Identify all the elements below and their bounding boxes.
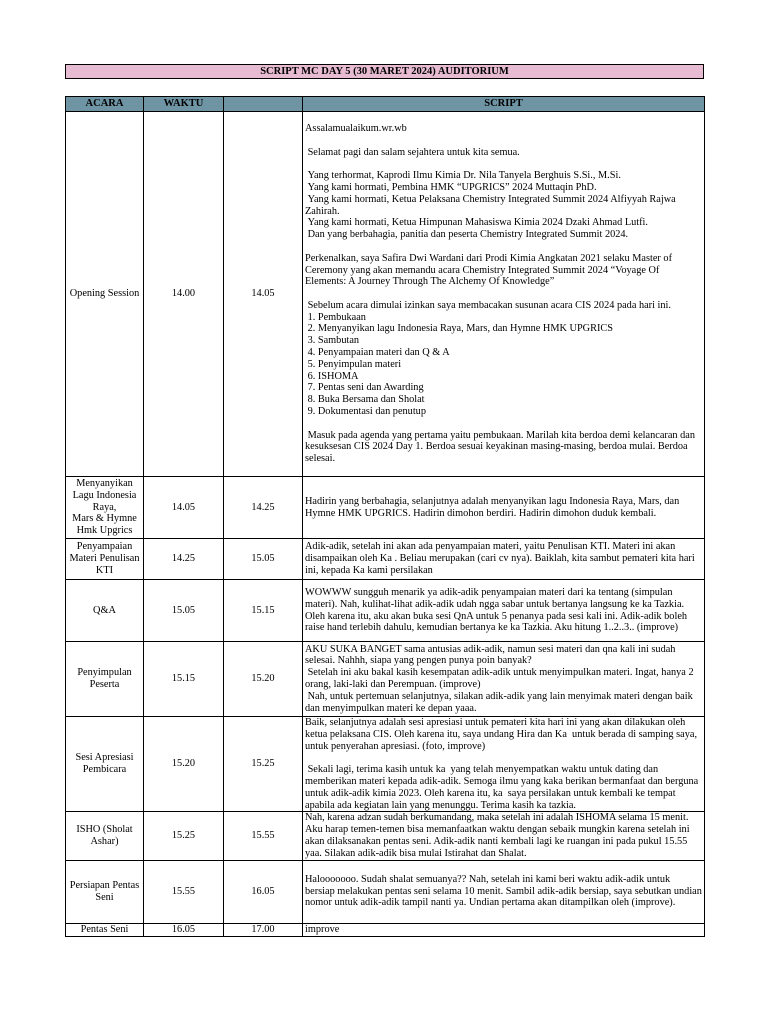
- waktu-start-cell: 14.25: [144, 539, 224, 580]
- waktu-start-cell: 15.55: [144, 860, 224, 923]
- paragraph-gap: [305, 418, 702, 430]
- table-row: [66, 580, 705, 642]
- script-paragraph: Assalamualaikum.wr.wb: [305, 122, 407, 134]
- header-waktu: WAKTU: [144, 97, 224, 112]
- acara-cell: Penyampaian Materi Penulisan KTI: [66, 539, 144, 580]
- script-cell: [303, 539, 705, 580]
- script-paragraph: Sebelum acara dimulai izinkan saya membacakan susunan acara CIS 2024 pada hari ini.: [305, 299, 671, 311]
- paragraph-gap: [305, 752, 702, 764]
- header-script: SCRIPT: [303, 97, 705, 112]
- acara-cell: ISHO (Sholat Ashar): [66, 812, 144, 860]
- script-table: [65, 96, 705, 937]
- waktu-start-cell: 16.05: [144, 923, 224, 936]
- script-paragraph: AKU SUKA BANGET sama antusias adik-adik, namun sesi materi dan qna kali ini sudah selesai. Nahhh, siapa yang pengen punya poin banyak? Setelah ini aku bakal kasih kesempatan adik-adik untuk menyimpulkan materi. Ingat, hanya 2 orang, laki-laki dan Perempuan. (improve) Nah, untuk pertemuan selanjutnya, silakan adik-adik yang lain menyimak materi dengan baik dan menyimpulkan materi ke depan yaaa.: [305, 643, 694, 714]
- waktu-start-cell: 15.25: [144, 812, 224, 860]
- waktu-start-cell: 14.00: [144, 112, 224, 477]
- acara-cell: Menyanyikan Lagu Indonesia Raya, Mars & Hymne Hmk Upgrics: [66, 477, 144, 539]
- table-row: [66, 539, 705, 580]
- script-cell: [303, 717, 705, 812]
- table-body: [66, 112, 705, 937]
- script-paragraph: Nah, karena adzan sudah berkumandang, maka setelah ini adalah ISHOMA selama 15 menit. Aku harap temen-temen bisa memanfaatkan waktu dengan sebaik mungkin karena setelah ini akan dilaksanakan pentas seni. Adik-adik nanti kembali lagi ke ruangan ini pada pukul 15.55 yaa. Silakan adik-adik bisa mulai Istirahat dan Shalat.: [305, 812, 693, 859]
- script-paragraph: Masuk pada agenda yang pertama yaitu pembukaan. Marilah kita berdoa demi kelancaran dan kesuksesan CIS 2024 Day 1. Berdoa sesuai keyakinan masing-masing, berdoa mulai. Berdoa selesai.: [305, 429, 698, 465]
- script-paragraph: Sekali lagi, terima kasih untuk ka yang telah menyempatkan waktu untuk dating dan memberikan materi kepada adik-adik. Semoga ilmu yang kaka berikan bermanfaat dan berguna untuk adik-adik kimia 2023. Oleh karena itu, ka saya persilakan untuk kembali ke tempat apabila ada kegiatan lain yang menunggu. Terima kasih ka tazkia.: [305, 764, 701, 811]
- script-paragraph: improve: [305, 923, 340, 935]
- script-cell: [303, 112, 705, 477]
- script-paragraph: Halooooooo. Sudah shalat semuanya?? Nah, setelah ini kami beri waktu adik-adik untuk bersiap melakukan pentas seni selama 10 menit. Sambil adik-adik bersiap, saya sebutkan undian nomor untuk adik-adik tampil nanti ya. Undian pertama akan ditampilkan oleh (improve).: [305, 873, 705, 909]
- script-cell: [303, 812, 705, 860]
- script-cell: [303, 923, 705, 936]
- paragraph-gap: [305, 158, 702, 170]
- table-row: [66, 477, 705, 539]
- script-paragraph: Baik, selanjutnya adalah sesi apresiasi untuk pemateri kita hari ini yang akan dilakukan oleh ketua pelaksana CIS. Oleh karena itu, saya undang Hira dan Ka untuk berada di samping saya, untuk penyerahan apresiasi. (foto, improve): [305, 717, 700, 752]
- waktu-start-cell: 15.05: [144, 580, 224, 642]
- script-paragraph: Selamat pagi dan salam sejahtera untuk kita semua.: [305, 146, 520, 158]
- acara-cell: Persiapan Pentas Seni: [66, 860, 144, 923]
- page-title: SCRIPT MC DAY 5 (30 MARET 2024) AUDITORIUM: [65, 64, 704, 79]
- waktu-end-cell: 14.05: [224, 112, 303, 477]
- header-acara: ACARA: [66, 97, 144, 112]
- header-empty: [224, 97, 303, 112]
- waktu-end-cell: 15.15: [224, 580, 303, 642]
- acara-cell: Q&A: [66, 580, 144, 642]
- script-cell: [303, 642, 705, 717]
- script-paragraph: Yang terhormat, Kaprodi Ilmu Kimia Dr. Nila Tanyela Berghuis S.Si., M.Si. Yang kami hormati, Pembina HMK “UPGRICS” 2024 Muttaqin PhD. Yang kami hormati, Ketua Pelaksana Chemistry Integrated Summit 2024 Alfiyyah Rajwa Zahirah. Yang kami hormati, Ketua Himpunan Mahasiswa Kimia 2024 Dzaki Ahmad Lutfi. Dan yang berbahagia, panitia dan peserta Chemistry Integrated Summit 2024.: [305, 170, 676, 241]
- table-row: [66, 642, 705, 717]
- paragraph-gap: [305, 288, 702, 300]
- script-paragraph: WOWWW sungguh menarik ya adik-adik penyampaian materi dari ka tentang (simpulan materi). Nah, kulihat-lihat adik-adik udah ngga sabar untuk bertanya langsung ke ka Tazkia. Oleh karena itu, aku akan buka sesi QnA untuk 5 penanya pada sesi kali ini. Adik-adik boleh raise hand terlebih dahulu, kemudian bertanya ke ka Tazkia. Aku hitung 1..2..3.. (improve): [305, 586, 690, 634]
- script-paragraph: 1. Pembukaan 2. Menyanyikan lagu Indonesia Raya, Mars, dan Hymne HMK UPGRICS 3. Sambutan 4. Penyampaian materi dan Q & A 5. Penyimpulan materi 6. ISHOMA 7. Pentas seni dan Awarding 8. Buka Bersama dan Sholat 9. Dokumentasi dan penutup: [307, 311, 614, 418]
- waktu-end-cell: 14.25: [224, 477, 303, 539]
- waktu-end-cell: 15.20: [224, 642, 303, 717]
- waktu-start-cell: 15.15: [144, 642, 224, 717]
- table-row: [66, 923, 705, 936]
- script-cell: [303, 477, 705, 539]
- acara-cell: Pentas Seni: [66, 923, 144, 936]
- acara-cell: Opening Session: [66, 112, 144, 477]
- table-row: [66, 717, 705, 812]
- table-row: [66, 812, 705, 860]
- script-cell: [303, 580, 705, 642]
- waktu-end-cell: 17.00: [224, 923, 303, 936]
- acara-cell: Penyimpulan Peserta: [66, 642, 144, 717]
- table-row: [66, 860, 705, 923]
- waktu-end-cell: 15.25: [224, 717, 303, 812]
- script-paragraph: Perkenalkan, saya Safira Dwi Wardani dari Prodi Kimia Angkatan 2021 selaku Master of Ceremony yang akan memandu acara Chemistry Integrated Summit 2024 “Voyage Of Elements: A Journey Through The Alchemy Of Knowledge”: [305, 252, 675, 288]
- paragraph-gap: [305, 135, 702, 147]
- waktu-end-cell: 16.05: [224, 860, 303, 923]
- table-header-row: [66, 97, 705, 112]
- waktu-start-cell: 15.20: [144, 717, 224, 812]
- table-row: [66, 112, 705, 477]
- acara-cell: Sesi Apresiasi Pembicara: [66, 717, 144, 812]
- script-paragraph: Adik-adik, setelah ini akan ada penyampaian materi, yaitu Penulisan KTI. Materi ini akan disampaikan oleh Ka . Beliau merupakan (cari cv nya). Baiklah, kita sambut pemateri kita hari ini, kepada Ka kami persilakan: [305, 541, 698, 576]
- waktu-start-cell: 14.05: [144, 477, 224, 539]
- script-cell: [303, 860, 705, 923]
- paragraph-gap: [305, 241, 702, 253]
- waktu-end-cell: 15.55: [224, 812, 303, 860]
- script-paragraph: Hadirin yang berbahagia, selanjutnya adalah menyanyikan lagu Indonesia Raya, Mars, dan Hymne HMK UPGRICS. Hadirin dimohon berdiri. Hadirin dimohon duduk kembali.: [305, 495, 682, 519]
- waktu-end-cell: 15.05: [224, 539, 303, 580]
